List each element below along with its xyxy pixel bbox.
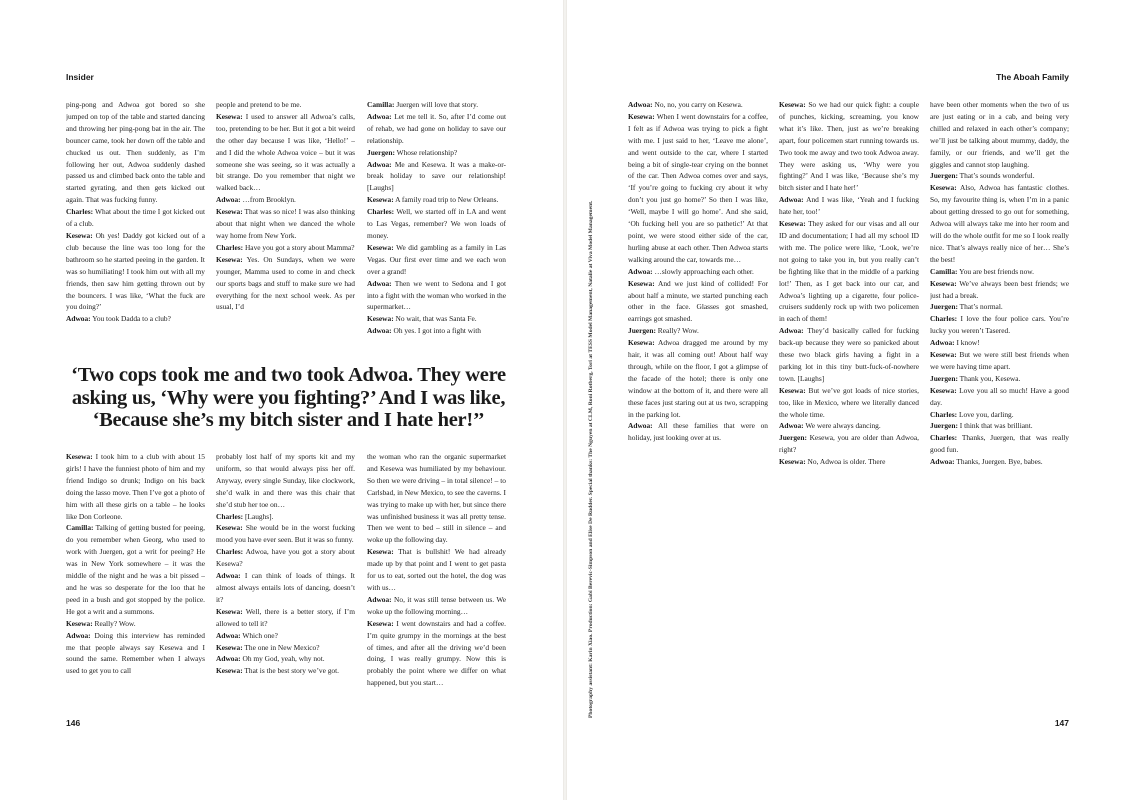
speaker-name: Adwoa: [628,100,653,109]
speaker-name: Kesewa: [779,385,806,395]
interview-paragraph [930,409,1069,421]
paragraph-text: Talking of getting busted for peeing, do you remember when Georg, who used to work with Juergen, got a writ for peeing? He was in New York somewhere – it was the middle of the night and he was a bit pissed – and he was so desperate for the loo that he peed in a bush and got stopped by the police. He got a writ and a summons. [66,523,205,616]
speaker-name: Adwoa: [779,326,804,336]
interview-paragraph [216,99,355,111]
interview-paragraph [367,206,506,242]
speaker-name: Adwoa: [930,338,955,348]
paragraph-text: Oh yes! Daddy got kicked out of a club because the line was too long for the bathroom so he started peeing in the garden. It was so humiliating! I took him out with all my friends, then saw him getting thrown out by the bouncers. I was like, ‘What the fuck are you doing?’ [66,230,205,312]
paragraph-text: A family road trip to New Orleans. [395,195,499,205]
paragraph-text: I went downstairs and had a coffee. I’m quite grumpy in the mornings at the best of times, and after all the driving we’d been doing, I was really grumpy. Now this is probably the point where we differ on what happened, but you start… [367,618,506,688]
paragraph-text: But we’ve got loads of nice stories, too, like in Mexico, where we literally danced the whole time. [779,385,919,419]
paragraph-text: I took him to a club with about 15 girls! I have the funniest photo of him and my friend Indigo so drunk; Indigo on his back doing the lasso move. Then I’ve got a photo of him with all these girls on a table – he looks like Don Corleone. [66,452,205,521]
paragraph-text: That was so nice! I was also thinking about that night when we danced the whole way home from New York. [216,207,355,240]
speaker-name: Kesewa: [216,111,243,121]
interview-paragraph [367,194,506,206]
paragraph-text: Me and Kesewa. It was a make-or-break holiday to save our relationship! [Laughs] [367,159,506,193]
speaker-name: Charles: [930,409,958,419]
paragraph-text: No, no, you carry on Kesewa. [654,100,743,109]
paragraph-text: I love the four police cars. You’re lucky you weren’t Tasered. [930,314,1069,336]
paragraph-text: That is the best story we’ve got. [244,666,340,676]
speaker-name: Adwoa: [216,630,241,640]
photo-credits-text: Photography assistant: Karin Xiao. Production: Gabi Berevic-Simpson and Elise De Rudder. Special thanks: The Nguyen at CLM, Roni Rotberg, Tori at TESS Model Management, Natalie at Viva Model Management. [588,200,594,718]
paragraph-text: Let me tell it. So, after I’d come out of rehab, we had gone on holiday to save our relationship. [367,111,506,145]
interview-paragraph [367,594,506,618]
speaker-name: Charles: [367,207,395,217]
speaker-name: Adwoa: [628,421,653,431]
speaker-name: Juergen: [930,421,958,431]
paragraph-text: You took Dadda to a club? [92,314,171,324]
speaker-name: Adwoa: [216,571,241,581]
paragraph-text: They asked for our visas and all our ID and documentation; I had all my school ID with me. The police were like, ‘Look, we’re not going to take you in, but you really can’t be fighting like that in the middle of a parking lot!’ Then, as I get back into our car, and Adwoa’s lighting up a cigarette, four police-cruisers suddenly rock up with two policemen in each of them! [779,219,919,324]
page-number-right: 147 [1054,718,1069,728]
interview-paragraph [779,218,919,325]
speaker-name: Adwoa: [216,654,241,664]
speaker-name: Charles: [216,547,244,557]
interview-paragraph [930,266,1069,278]
speaker-name: Kesewa: [367,547,394,557]
interview-paragraph [66,630,205,678]
interview-paragraph [216,570,355,606]
interview-paragraph [216,522,355,546]
interview-paragraph [216,642,355,654]
left-bottom-column-2 [216,451,355,703]
pull-quote: ‘Two cops took me and two took Adwoa. They were asking us, ‘Why were you fighting?’ And I was like, ‘Because she’s my bitch sister and I hate her!’’ [71,364,506,431]
interview-paragraph [367,618,506,689]
running-head-right: The Aboah Family [996,72,1069,82]
paragraph-text: You are best friends now. [959,266,1035,276]
interview-paragraph [216,546,355,570]
interview-paragraph [628,111,768,266]
interview-paragraph [216,665,355,677]
speaker-name: Juergen: [367,147,395,157]
interview-paragraph [367,242,506,278]
speaker-name: Adwoa: [930,457,955,467]
speaker-name: Kesewa: [779,100,806,109]
speaker-name: Kesewa: [628,338,655,348]
interview-paragraph [779,456,919,468]
paragraph-text: Really? Wow. [94,618,136,628]
interview-paragraph [66,522,205,617]
paragraph-text: So we had our quick fight: a couple of punches, kicking, screaming, you know what it’s like. Then, just as we’re breaking apart, four policemen start running towards us. Two took me away and two took Adwoa away. They were asking us, ‘Why were you fighting?’ And I was like, ‘Because she’s my bitch sister and I hate her!’ [779,100,919,193]
paragraph-text: Doing this interview has reminded me that people always say Kesewa and I sound the same. Remember when I always used to get you to call [66,630,205,676]
interview-paragraph [367,546,506,594]
speaker-name: Adwoa: [779,195,804,205]
speaker-name: Camilla: [367,100,395,109]
speaker-name: Charles: [930,433,958,443]
left-bottom-column-1 [66,451,205,703]
interview-paragraph [930,432,1069,456]
interview-paragraph [216,451,355,511]
interview-paragraph [367,159,506,195]
speaker-name: Charles: [930,314,958,324]
right-column-3 [930,99,1069,494]
paragraph-text: She would be in the worst fucking mood you have ever seen. But it was so funny. [216,523,355,545]
right-column-1 [628,99,768,494]
interview-paragraph [930,337,1069,349]
interview-paragraph [628,266,768,278]
left-top-column-3 [367,99,506,351]
paragraph-text: Thanks, Juergen. Bye, babes. [956,457,1043,467]
interview-paragraph [779,385,919,421]
speaker-name: Kesewa: [216,523,243,533]
paragraph-text: people and pretend to be me. [216,100,302,109]
speaker-name: Kesewa: [216,666,243,676]
speaker-name: Charles: [216,242,244,252]
speaker-name: Kesewa: [66,452,93,461]
interview-paragraph [367,313,506,325]
speaker-name: Juergen: [930,171,958,181]
paragraph-text: Whose relationship? [396,147,458,157]
paragraph-text: That is bullshit! We had already made up by that point and I went to get pasta for us to eat, sorted out the hotel, the dog was with us… [367,547,506,592]
paragraph-text: Love you all so much! Have a good day. [930,385,1069,407]
paragraph-text: No wait, that was Santa Fe. [395,314,477,324]
speaker-name: Kesewa: [216,207,243,217]
speaker-name: Kesewa: [66,230,93,240]
paragraph-text: That’s normal. [959,302,1003,312]
speaker-name: Adwoa: [367,594,392,604]
paragraph-text: But we were still best friends when we were having time apart. [930,350,1069,371]
interview-paragraph [930,373,1069,385]
interview-paragraph [367,147,506,159]
interview-paragraph [216,206,355,242]
interview-paragraph [367,325,506,337]
paragraph-text: have been other moments when the two of us are just eating or in a cab, and being very chilled and relaxed in each other’s company; we’ll just be talking about mummy, daddy, the family, or our friends, and we’ll get the giggles and cannot stop laughing. [930,100,1069,169]
interview-paragraph [930,385,1069,409]
paragraph-text: Well, we started off in LA and went to Las Vegas, remember? We won loads of money. [367,207,506,240]
interview-paragraph [216,242,355,254]
paragraph-text: probably lost half of my sports kit and my uniform, so that would always piss her off. Anyway, every single Sunday, like clockwork, she’d walk in and there was this chair that she’d stub her toe on… [216,452,355,509]
speaker-name: Kesewa: [367,195,394,205]
paragraph-text: All these families that were on holiday, just looking over at us. [628,421,768,443]
interview-paragraph [628,99,768,111]
speaker-name: Adwoa: [628,266,653,276]
interview-paragraph [628,420,768,444]
speaker-name: Juergen: [930,373,958,383]
interview-paragraph [216,630,355,642]
speaker-name: Adwoa: [66,314,91,324]
speaker-name: Kesewa: [216,642,243,652]
interview-paragraph [216,606,355,630]
paragraph-text: I can think of loads of things. It almost always entails lots of dancing, doesn’t it? [216,571,355,604]
speaker-name: Kesewa: [628,111,655,121]
interview-paragraph [779,194,919,218]
interview-paragraph [779,432,919,456]
paragraph-text: Also, Adwoa has fantastic clothes. So, my favourite thing is, when I’m in a panic about getting dressed to go out for something, Adwoa will always take me into her room and will do the whole outfit for me so I look really nice. That’s always really nice of her… She’s the best! [930,183,1069,264]
speaker-name: Juergen: [628,326,656,336]
interview-paragraph [628,337,768,420]
interview-paragraph [66,230,205,313]
interview-paragraph [930,456,1069,468]
interview-paragraph [779,325,919,385]
speaker-name: Kesewa: [930,278,957,288]
paragraph-text: Thank you, Kesewa. [959,373,1021,383]
left-top-column-2 [216,99,355,351]
speaker-name: Juergen: [930,302,958,312]
paragraph-text: Then we went to Sedona and I got into a fight with the woman who worked in the supermarket… [367,278,506,312]
speaker-name: Charles: [66,207,94,217]
interview-paragraph [66,99,205,206]
left-top-column-1 [66,99,205,351]
interview-paragraph [930,99,1069,170]
speaker-name: Camilla: [930,266,958,276]
interview-paragraph [930,420,1069,432]
speaker-name: Kesewa: [367,314,394,324]
paragraph-text: [Laughs]. [244,511,274,521]
interview-paragraph [216,111,355,194]
paragraph-text: Adwoa dragged me around by my hair, it was all coming out! About half way through, while on the floor, I got a glimpse of the facade of the hotel; there is only one window at the bottom of it, and there were all these faces just staring out at us two, scrapping in the parking lot. [628,338,768,419]
interview-paragraph [216,194,355,206]
speaker-name: Kesewa: [930,385,957,395]
interview-paragraph [930,278,1069,302]
interview-paragraph [367,278,506,314]
paragraph-text: Juergen will love that story. [396,100,479,109]
left-bottom-column-3 [367,451,506,703]
paragraph-text: And we just kind of collided! For about half a minute, we started punching each other in the face. Glasses got smashed, earrings got smashed. [628,278,768,324]
photo-credits [588,128,602,718]
interview-paragraph [367,111,506,147]
paragraph-text: I know! [956,338,980,348]
interview-paragraph [628,278,768,326]
interview-paragraph [367,99,506,111]
paragraph-text: Love you, darling. [958,409,1014,419]
speaker-name: Kesewa: [216,254,243,264]
interview-paragraph [779,99,919,194]
speaker-name: Adwoa: [367,111,392,121]
page-gutter [563,0,567,800]
paragraph-text: …from Brooklyn. [242,195,296,205]
paragraph-text: Thanks, Juergen, that was really good fun. [930,433,1069,455]
speaker-name: Kesewa: [930,350,957,360]
speaker-name: Adwoa: [367,326,392,336]
paragraph-text: Which one? [242,630,278,640]
speaker-name: Kesewa: [367,618,394,628]
speaker-name: Adwoa: [779,421,804,431]
speaker-name: Kesewa: [367,242,394,252]
speaker-name: Kesewa: [216,606,243,616]
paragraph-text: Have you got a story about Mamma? [244,242,355,252]
interview-paragraph [930,301,1069,313]
right-column-2 [779,99,919,494]
speaker-name: Kesewa: [779,457,806,467]
paragraph-text: …slowly approaching each other. [654,266,754,276]
paragraph-text: Really? Wow. [657,326,699,336]
interview-paragraph [216,653,355,665]
interview-paragraph [66,313,205,325]
speaker-name: Kesewa: [66,618,93,628]
paragraph-text: I think that was brilliant. [959,421,1033,431]
paragraph-text: We’ve always been best friends; we just had a break. [930,278,1069,300]
paragraph-text: the woman who ran the organic supermarket and Kesewa was humiliated by my behaviour. So then we were driving – in total silence! – to Carlsbad, in New Mexico, to see the caverns. I was trying to make up with her, but since there was unfinished business it was all pretty tense. Then we went to bed – still in silence – and woke up the following day. [367,452,506,545]
paragraph-text: When I went downstairs for a coffee, I felt as if Adwoa was trying to pick a fight with me. I just said to her, ‘Leave me alone’, and went outside to the car, where I started being a bit of single-tear crying on the bonnet of the car. Then Adwoa comes over and says, ‘If you’re going to fucking cry about it why don’t you just go home?’ So then I was like, ‘Well, maybe I will go home’. And she said, ‘Oh fucking hell you are so pathetic!’ At that point, we were stood either side of the car, hurling abuse at each other. Then Adwoa starts walking around the car, towards me… [628,111,768,264]
paragraph-text: The one in New Mexico? [244,642,320,652]
speaker-name: Adwoa: [367,159,392,169]
interview-paragraph [779,420,919,432]
speaker-name: Juergen: [779,433,807,443]
speaker-name: Camilla: [66,523,94,533]
paragraph-text: I used to answer all Adwoa’s calls, too, pretending to be her. But it got a bit weird the other day because I was like, ‘Hello!’ – and I did the whole Adwoa voice – but it was someone she was seeing, so it was actually a bit strange. Do you remember that night we walked back… [216,111,355,193]
paragraph-text: No, Adwoa is older. There [807,457,886,467]
interview-paragraph [628,325,768,337]
page-number-left: 146 [66,718,81,728]
paragraph-text: Adwoa, have you got a story about Kesewa? [216,547,355,569]
interview-paragraph [367,451,506,546]
paragraph-text: Well, there is a better story, if I’m allowed to tell it? [216,606,355,628]
paragraph-text: They’d basically called for fucking back-up because they were so panicked about these two black girls having a fight in a parking lot in this tiny butt-fuck-of-nowhere town. [Laughs] [779,326,919,383]
interview-paragraph [216,254,355,314]
speaker-name: Adwoa: [216,195,241,205]
interview-paragraph [930,182,1069,265]
interview-paragraph [66,618,205,630]
speaker-name: Adwoa: [367,278,392,288]
paragraph-text: ping-pong and Adwoa got bored so she jumped on top of the table and started dancing and throwing her ping-pong bat in the air. The bouncer came, took her down off the table and chucked us out. Then suddenly, as I’m following her out, Adwoa suddenly dashed passed us and climbed back onto the table and started gyrating, and then gets kicked out again. That was fucking funny. [66,100,205,205]
interview-paragraph [930,170,1069,182]
paragraph-text: No, it was still tense between us. We woke up the following morning… [367,594,506,616]
interview-paragraph [930,349,1069,373]
speaker-name: Adwoa: [66,630,91,640]
paragraph-text: That’s sounds wonderful. [959,171,1035,181]
paragraph-text: We were always dancing. [805,421,881,431]
interview-paragraph [66,206,205,230]
speaker-name: Kesewa: [930,183,957,193]
speaker-name: Kesewa: [779,219,806,229]
paragraph-text: Kesewa, you are older than Adwoa, right? [779,433,919,455]
paragraph-text: We did gambling as a family in Las Vegas. Our first ever time and we each won over a grand! [367,242,506,276]
interview-paragraph [930,313,1069,337]
paragraph-text: Yes. On Sundays, when we were younger, Mamma used to come in and check our sports bags and stuff to make sure we had everything for the next school week. As per usual, I’d [216,254,355,312]
paragraph-text: What about the time I got kicked out of a club. [66,207,205,229]
running-head-left: Insider [66,72,94,82]
interview-paragraph [66,451,205,522]
paragraph-text: Oh my God, yeah, why not. [242,654,325,664]
paragraph-text: Oh yes. I got into a fight with [393,326,481,336]
interview-paragraph [216,511,355,523]
speaker-name: Kesewa: [628,278,655,288]
paragraph-text: And I was like, ‘Yeah and I fucking hate her, too!’ [779,195,919,217]
speaker-name: Charles: [216,511,244,521]
